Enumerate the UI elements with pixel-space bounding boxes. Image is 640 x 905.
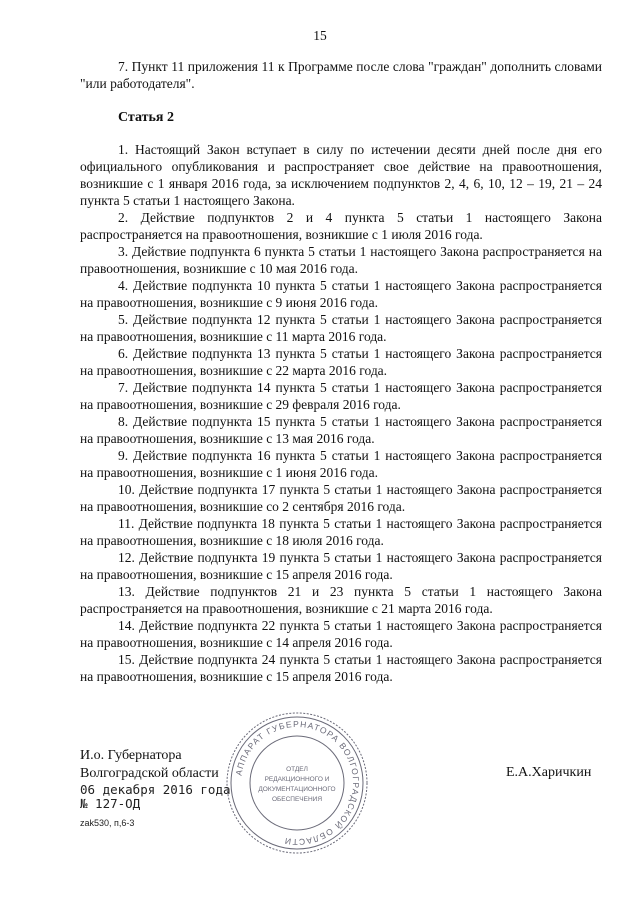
- signatory-title-line2: Волгоградской области: [80, 766, 219, 781]
- svg-text:ОБЕСПЕЧЕНИЯ: ОБЕСПЕЧЕНИЯ: [271, 796, 323, 803]
- amendment-paragraph: 7. Пункт 11 приложения 11 к Программе после слова "граждан" дополнить словами "или работодателя".: [80, 59, 602, 91]
- article-item: 11. Действие подпункта 18 пункта 5 статьи 1 настоящего Закона распространяется на правоотношения, возникшие с 18 июля 2016 года.: [80, 516, 602, 548]
- document-number: № 127-ОД: [80, 796, 141, 811]
- svg-text:ОТДЕЛ: ОТДЕЛ: [286, 766, 308, 773]
- article-item: 10. Действие подпункта 17 пункта 5 статьи 1 настоящего Закона распространяется на правоотношения, возникшие со 2 сентября 2016 года.: [80, 482, 602, 514]
- article-item: 15. Действие подпункта 24 пункта 5 статьи 1 настоящего Закона распространяется на правоотношения, возникшие с 15 апреля 2016 года.: [80, 652, 602, 684]
- article-items-list: [80, 209, 602, 685]
- article-item: 6. Действие подпункта 13 пункта 5 статьи 1 настоящего Закона распространяется на правоотношения, возникшие с 22 марта 2016 года.: [80, 346, 602, 378]
- svg-text:ДОКУМЕНТАЦИОННОГО: ДОКУМЕНТАЦИОННОГО: [258, 786, 336, 793]
- article-item: 13. Действие подпунктов 21 и 23 пункта 5 статьи 1 настоящего Закона распространяется на правоотношения, возникшие с 21 марта 2016 года.: [80, 584, 602, 616]
- article-item: 2. Действие подпунктов 2 и 4 пункта 5 статьи 1 настоящего Закона распространяется на правоотношения, возникшие с 1 июля 2016 года.: [80, 210, 602, 242]
- signatory-name: Е.А.Харичкин: [506, 765, 592, 780]
- article-item: 3. Действие подпункта 6 пункта 5 статьи 1 настоящего Закона распространяется на правоотношения, возникшие с 10 мая 2016 года.: [80, 244, 602, 276]
- article-heading: Статья 2: [118, 110, 174, 125]
- stamp-rings: [227, 713, 367, 853]
- article-item: 12. Действие подпункта 19 пункта 5 статьи 1 настоящего Закона распространяется на правоотношения, возникшие с 15 апреля 2016 года.: [80, 550, 602, 582]
- signatory-title-line1: И.о. Губернатора: [80, 748, 182, 763]
- article-item: 5. Действие подпункта 12 пункта 5 статьи 1 настоящего Закона распространяется на правоотношения, возникшие с 11 марта 2016 года.: [80, 312, 602, 344]
- page-number: 15: [313, 28, 327, 43]
- article-item: 7. Действие подпункта 14 пункта 5 статьи 1 настоящего Закона распространяется на правоотношения, возникшие с 29 февраля 2016 года.: [80, 380, 602, 412]
- article-item: 14. Действие подпункта 22 пункта 5 статьи 1 настоящего Закона распространяется на правоотношения, возникшие с 14 апреля 2016 года.: [80, 618, 602, 650]
- article-item: 9. Действие подпункта 16 пункта 5 статьи 1 настоящего Закона распространяется на правоотношения, возникшие с 1 июня 2016 года.: [80, 448, 602, 480]
- signatory-block: [80, 747, 231, 811]
- svg-text:РЕДАКЦИОННОГО И: РЕДАКЦИОННОГО И: [264, 776, 330, 783]
- stamp-outer-text: АППАРАТ ГУБЕРНАТОРА ВОЛГОГРАДСКОЙ ОБЛАСТИ: [233, 718, 362, 848]
- article-item-1: 1. Настоящий Закон вступает в силу по истечении десяти дней после дня его официального опубликования и распространяет свое действие на правоотношения, возникшие с 1 января 2016 года, за исключением подпунктов 2, 4, 6, 10, 12 – 19, 21 – 24 пункта 5 статьи 1 настоящего Закона.: [80, 142, 602, 208]
- article-item: 4. Действие подпункта 10 пункта 5 статьи 1 настоящего Закона распространяется на правоотношения, возникшие с 9 июня 2016 года.: [80, 278, 602, 310]
- footer-code: zak530, п,6-3: [80, 818, 135, 828]
- official-stamp: [222, 708, 372, 858]
- stamp-inner-text: [258, 766, 335, 803]
- document-date: 06 декабря 2016 года: [80, 782, 231, 797]
- article-item: 8. Действие подпункта 15 пункта 5 статьи 1 настоящего Закона распространяется на правоотношения, возникшие с 13 мая 2016 года.: [80, 414, 602, 446]
